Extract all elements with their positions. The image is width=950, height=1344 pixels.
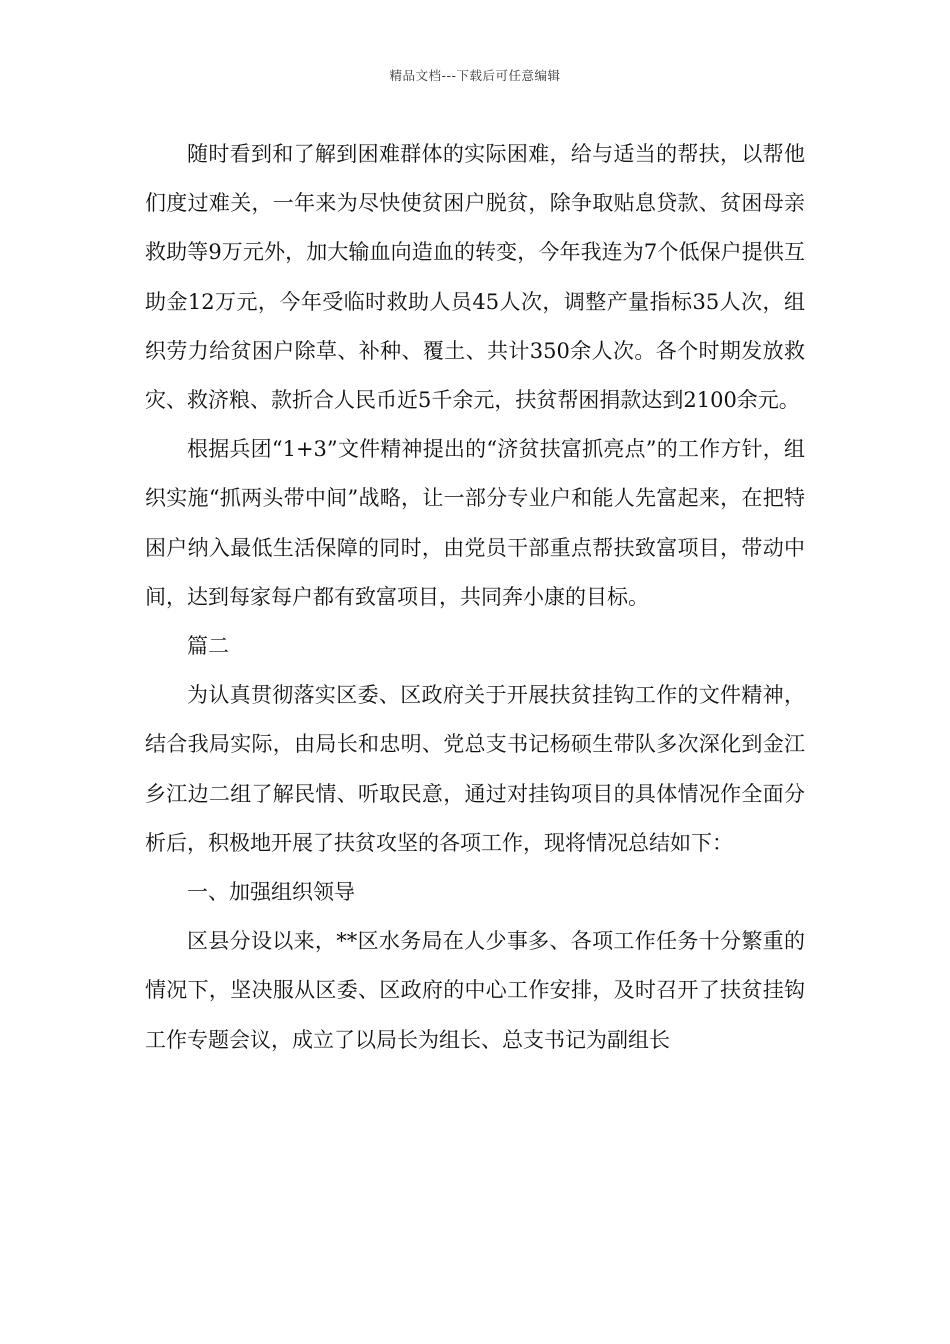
document-body [145,130,805,1065]
section-heading-organization: 一、加强组织领导 [187,880,355,905]
paragraph-intro: 为认真贯彻落实区委、区政府关于开展扶贫挂钩工作的文件精神，结合我局实际，由局长和忠明、党总支书记杨硕生带队多次深化到金江乡江边二组了解民情、听取民意，通过对挂钩项目的具体情况作全面分析后，积极地开展了扶贫攻坚的各项工作，现将情况总结如下： [145,683,805,855]
paragraph-organization: 区县分设以来，**区水务局在人少事多、各项工作任务十分繁重的情况下，坚决服从区委、区政府的中心工作安排，及时召开了扶贫挂钩工作专题会议，成立了以局长为组长、总支书记为副组长 [145,929,805,1052]
section-heading-part-two: 篇二 [187,634,229,659]
page-header: 精品文档---下载后可任意编辑 [389,68,561,83]
paragraph-policy: 根据兵团“1+3”文件精神提出的“济贫扶富抓亮点”的工作方针，组织实施“抓两头带中间”战略，让一部分专业户和能人先富起来，在把特困户纳入最低生活保障的同时，由党员干部重点帮扶致富项目，带动中间，达到每家每户都有致富项目，共同奔小康的目标。 [145,437,805,609]
paragraph-relief-work: 随时看到和了解到困难群体的实际困难，给与适当的帮扶，以帮他们度过难关，一年来为尽快使贫困户脱贫，除争取贴息贷款、贫困母亲救助等9万元外，加大输血向造血的转变，今年我连为7个低保户提供互助金12万元，今年受临时救助人员45人次，调整产量指标35人次，组织劳力给贫困户除草、补种、覆土、共计350余人次。各个时期发放救灾、救济粮、款折合人民币近5千余元，扶贫帮困捐款达到2100余元。 [145,142,805,413]
